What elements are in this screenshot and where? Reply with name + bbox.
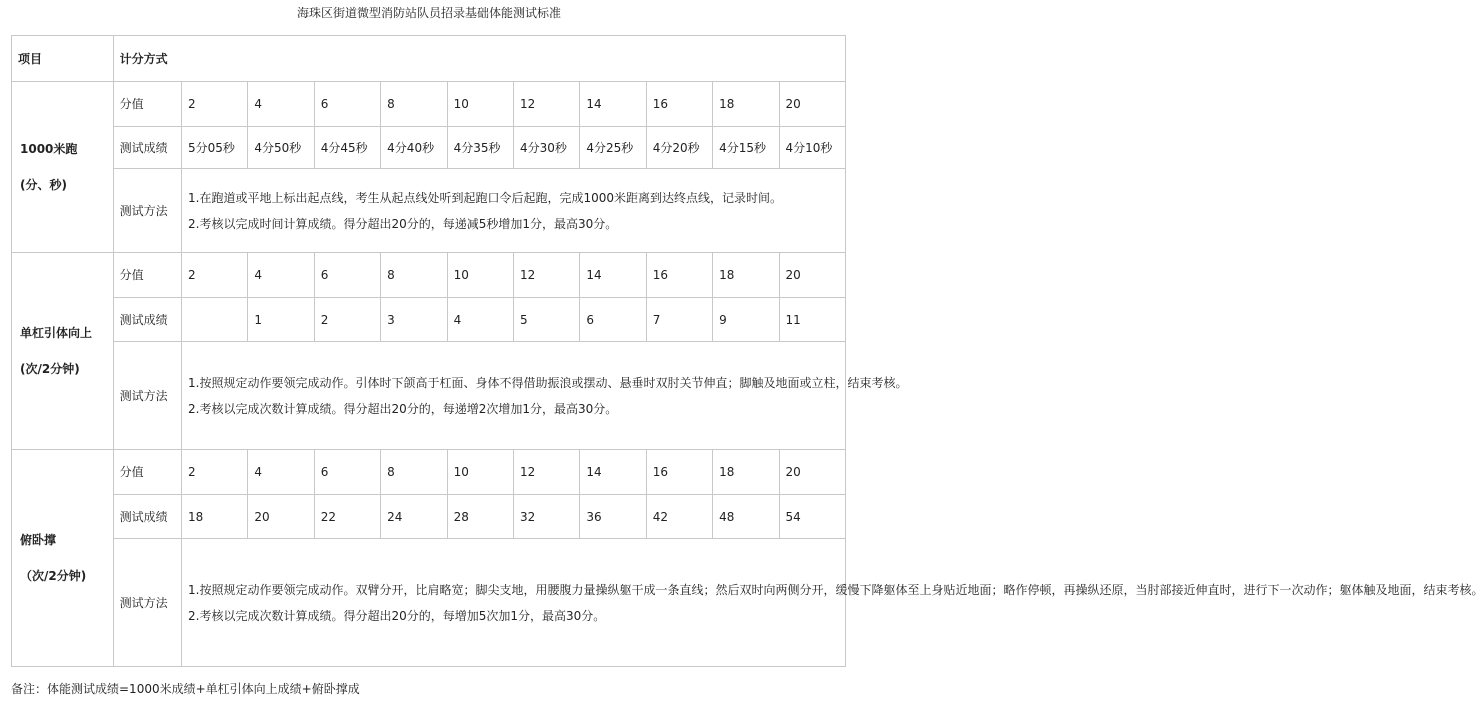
item-name: 俯卧撑 — [20, 533, 57, 547]
method-label: 测试方法 — [113, 539, 181, 667]
result-cell: 4分25秒 — [580, 127, 646, 169]
score-cell: 8 — [381, 450, 447, 495]
result-cell: 4 — [447, 298, 513, 342]
score-cell: 20 — [779, 450, 845, 495]
score-cell: 6 — [314, 253, 380, 298]
result-cell: 11 — [779, 298, 845, 342]
header-method: 计分方式 — [113, 36, 845, 82]
result-cell: 32 — [513, 495, 579, 539]
score-cell: 12 — [513, 82, 579, 127]
method-text-cell — [182, 539, 1483, 667]
method-label: 测试方法 — [113, 169, 181, 253]
score-cell: 4 — [248, 253, 314, 298]
method-paragraph: 2.考核以完成次数计算成绩。得分超出20分的，每增加5次加1分，最高30分。 — [188, 608, 606, 623]
item-unit: (分、秒) — [20, 178, 67, 192]
table-header-row — [12, 36, 846, 82]
item-unit: （次/2分钟) — [20, 569, 87, 583]
result-cell: 4分50秒 — [248, 127, 314, 169]
result-cell: 6 — [580, 298, 646, 342]
score-cell: 8 — [381, 82, 447, 127]
score-cell: 14 — [580, 253, 646, 298]
result-cell: 28 — [447, 495, 513, 539]
method-paragraph: 2.考核以完成次数计算成绩。得分超出20分的，每递增2次增加1分，最高30分。 — [188, 401, 618, 416]
result-row — [12, 127, 846, 169]
score-cell: 10 — [447, 253, 513, 298]
score-cell: 10 — [447, 82, 513, 127]
score-label: 分值 — [113, 82, 181, 127]
score-cell: 16 — [646, 253, 712, 298]
result-cell: 7 — [646, 298, 712, 342]
score-cell: 4 — [248, 450, 314, 495]
result-cell: 18 — [182, 495, 248, 539]
score-row — [12, 82, 846, 127]
result-label: 测试成绩 — [113, 495, 181, 539]
item-name-cell — [12, 253, 114, 450]
score-cell: 12 — [513, 253, 579, 298]
score-label: 分值 — [113, 450, 181, 495]
item-unit: (次/2分钟) — [20, 362, 80, 376]
score-cell: 20 — [779, 82, 845, 127]
score-cell: 6 — [314, 82, 380, 127]
score-cell: 18 — [713, 450, 779, 495]
result-cell — [182, 298, 248, 342]
result-cell: 42 — [646, 495, 712, 539]
score-cell: 8 — [381, 253, 447, 298]
result-cell: 22 — [314, 495, 380, 539]
result-cell: 48 — [713, 495, 779, 539]
result-cell: 9 — [713, 298, 779, 342]
result-cell: 54 — [779, 495, 845, 539]
score-row — [12, 253, 846, 298]
method-label: 测试方法 — [113, 342, 181, 450]
result-cell: 4分40秒 — [381, 127, 447, 169]
result-cell: 4分35秒 — [447, 127, 513, 169]
method-row — [12, 539, 846, 667]
score-cell: 4 — [248, 82, 314, 127]
score-cell: 2 — [182, 82, 248, 127]
item-name: 1000米跑 — [20, 142, 78, 156]
result-cell: 20 — [248, 495, 314, 539]
method-text-cell — [182, 169, 846, 253]
result-cell: 2 — [314, 298, 380, 342]
score-cell: 16 — [646, 82, 712, 127]
method-row — [12, 342, 846, 450]
item-name-cell — [12, 450, 114, 667]
score-cell: 18 — [713, 82, 779, 127]
method-paragraph: 1.在跑道或平地上标出起点线，考生从起点线处听到起跑口令后起跑，完成1000米距离到达终点线，记录时间。 — [188, 190, 782, 205]
score-cell: 2 — [182, 450, 248, 495]
result-row — [12, 495, 846, 539]
score-row — [12, 450, 846, 495]
result-cell: 5 — [513, 298, 579, 342]
result-cell: 5分05秒 — [182, 127, 248, 169]
footnote: 备注：体能测试成绩=1000米成绩+单杠引体向上成绩+俯卧撑成 — [11, 682, 360, 696]
result-cell: 4分20秒 — [646, 127, 712, 169]
result-cell: 24 — [381, 495, 447, 539]
page-title: 海珠区街道微型消防站队员招录基础体能测试标准 — [296, 6, 561, 20]
method-paragraph: 1.按照规定动作要领完成动作。引体时下颌高于杠面、身体不得借助振浪或摆动、悬垂时双肘关节伸直；脚触及地面或立柱，结束考核。 — [188, 375, 908, 390]
header-item: 项目 — [12, 36, 114, 82]
result-row — [12, 298, 846, 342]
score-cell: 14 — [580, 450, 646, 495]
result-cell: 4分45秒 — [314, 127, 380, 169]
result-cell: 4分15秒 — [713, 127, 779, 169]
score-cell: 12 — [513, 450, 579, 495]
score-cell: 10 — [447, 450, 513, 495]
score-cell: 2 — [182, 253, 248, 298]
result-cell: 3 — [381, 298, 447, 342]
method-text-cell — [182, 342, 908, 450]
score-cell: 20 — [779, 253, 845, 298]
result-cell: 36 — [580, 495, 646, 539]
score-label: 分值 — [113, 253, 181, 298]
result-label: 测试成绩 — [113, 127, 181, 169]
standards-table — [11, 35, 1483, 667]
method-row — [12, 169, 846, 253]
result-cell: 4分10秒 — [779, 127, 845, 169]
result-cell: 1 — [248, 298, 314, 342]
method-paragraph: 1.按照规定动作要领完成动作。双臂分开，比肩略宽；脚尖支地，用腰腹力量操纵躯干成一条直线；然后双时向两侧分开，缓慢下降躯体至上身贴近地面；略作停顿，再操纵还原，当肘部接近伸直时，进行下一次动作；躯体触及地面，结束考核。 — [188, 582, 1483, 597]
result-label: 测试成绩 — [113, 298, 181, 342]
item-name-cell — [12, 82, 114, 253]
result-cell: 4分30秒 — [513, 127, 579, 169]
score-cell: 16 — [646, 450, 712, 495]
score-cell: 18 — [713, 253, 779, 298]
item-name: 单杠引体向上 — [20, 326, 93, 340]
score-cell: 14 — [580, 82, 646, 127]
score-cell: 6 — [314, 450, 380, 495]
method-paragraph: 2.考核以完成时间计算成绩。得分超出20分的，每递减5秒增加1分，最高30分。 — [188, 216, 618, 231]
